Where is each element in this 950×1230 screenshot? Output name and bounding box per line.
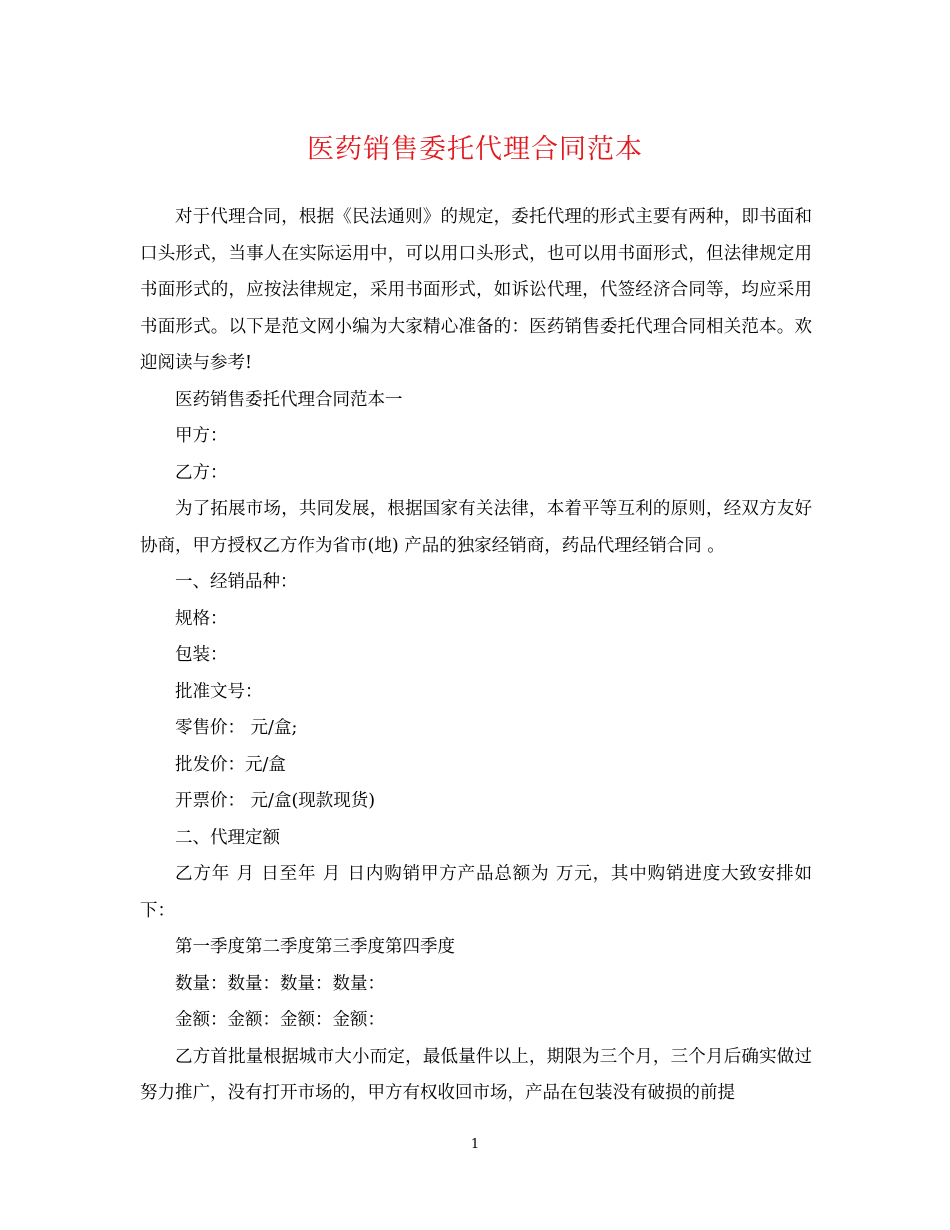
purpose-paragraph: 为了拓展市场，共同发展，根据国家有关法律，本着平等互利的原则，经双方友好协商，甲方授权乙方作为省市(地) 产品的独家经销商，药品代理经销合同 。 (140, 499, 812, 556)
document-title: 医药销售委托代理合同范本 (307, 134, 643, 165)
document-body (140, 199, 812, 1112)
first-batch-paragraph: 乙方首批量根据城市大小而定，最低量件以上，期限为三个月，三个月后确实做过努力推广，没有打开市场的，甲方有权收回市场，产品在包装没有破损的前提 (140, 1046, 812, 1103)
retail-price-line: 零售价： 元/盒; (175, 718, 298, 738)
quarters-line: 第一季度第二季度第三季度第四季度 (175, 937, 455, 957)
clause-heading-quota: 二、代理定额 (175, 827, 280, 848)
section-heading-sample-one: 医药销售委托代理合同范本一 (175, 389, 403, 410)
party-a-line: 甲方： (175, 426, 228, 446)
intro-paragraph: 对于代理合同，根据《民法通则》的规定，委托代理的形式主要有两种，即书面和口头形式，当事人在实际运用中，可以用口头形式，也可以用书面形式，但法律规定用书面形式的，应按法律规定，采用书面形式，如诉讼代理，代签经济合同等，均应采用书面形式。以下是范文网小编为大家精心准备的：医药销售委托代理合同相关范本。欢迎阅读与参考! (140, 207, 812, 373)
approval-number-line: 批准文号： (175, 681, 263, 702)
packaging-line: 包装： (175, 645, 228, 665)
quantity-line: 数量：数量：数量：数量： (175, 973, 385, 994)
page-number: 1 (470, 1137, 480, 1152)
specification-line: 规格： (175, 608, 228, 629)
amount-line: 金额：金额：金额：金额： (175, 1010, 385, 1030)
invoice-price-line: 开票价： 元/盒(现款现货) (175, 791, 376, 811)
wholesale-price-line: 批发价：元/盒 (175, 754, 286, 775)
party-b-line: 乙方： (175, 462, 228, 483)
quota-paragraph: 乙方年 月 日至年 月 日内购销甲方产品总额为 万元，其中购销进度大致安排如下： (140, 864, 812, 921)
clause-heading-products: 一、经销品种： (175, 572, 298, 592)
